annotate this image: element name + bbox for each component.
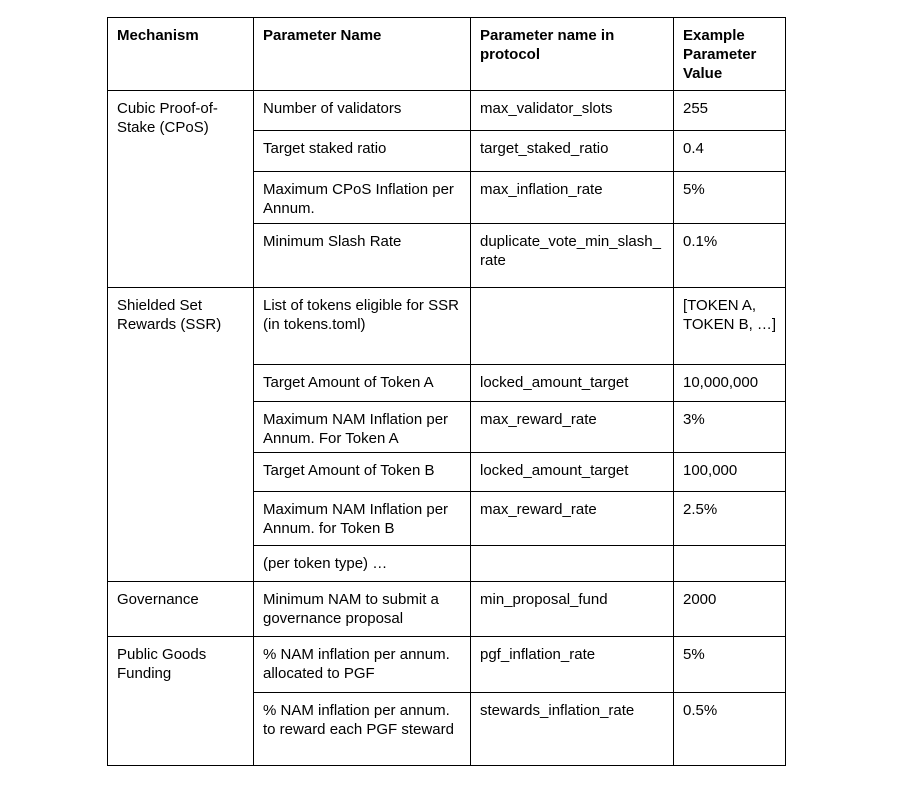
param-name-cell: (per token type) … <box>254 546 471 582</box>
param-value-cell: 2000 <box>674 582 786 637</box>
protocol-name-cell <box>471 546 674 582</box>
header-example-value: Example Parameter Value <box>674 18 786 91</box>
mechanism-cell-ssr: Shielded Set Rewards (SSR) <box>108 288 254 582</box>
header-mechanism: Mechanism <box>108 18 254 91</box>
param-name-cell: Maximum CPoS Inflation per Annum. <box>254 172 471 224</box>
protocol-name-cell: max_validator_slots <box>471 91 674 131</box>
param-name-cell: Minimum NAM to submit a governance proposal <box>254 582 471 637</box>
protocol-name-cell: max_reward_rate <box>471 402 674 453</box>
param-value-cell <box>674 546 786 582</box>
protocol-name-cell: max_inflation_rate <box>471 172 674 224</box>
param-value-cell: 3% <box>674 402 786 453</box>
protocol-name-cell: max_reward_rate <box>471 492 674 546</box>
param-name-cell: Target Amount of Token A <box>254 365 471 402</box>
header-parameter-name: Parameter Name <box>254 18 471 91</box>
param-value-cell: 255 <box>674 91 786 131</box>
protocol-name-cell: target_staked_ratio <box>471 131 674 172</box>
param-value-cell: 5% <box>674 172 786 224</box>
param-name-cell: % NAM inflation per annum. allocated to PGF <box>254 637 471 693</box>
mechanism-cell-governance: Governance <box>108 582 254 637</box>
table-row <box>108 288 786 365</box>
param-value-cell: [TOKEN A, TOKEN B, …] <box>674 288 786 365</box>
param-name-cell: Target Amount of Token B <box>254 453 471 492</box>
protocol-name-cell <box>471 288 674 365</box>
param-value-cell: 5% <box>674 637 786 693</box>
table-row <box>108 91 786 131</box>
header-protocol-name: Parameter name in protocol <box>471 18 674 91</box>
param-value-cell: 10,000,000 <box>674 365 786 402</box>
param-value-cell: 0.1% <box>674 224 786 288</box>
param-name-cell: Number of validators <box>254 91 471 131</box>
param-value-cell: 100,000 <box>674 453 786 492</box>
mechanism-cell-pgf: Public Goods Funding <box>108 637 254 766</box>
param-name-cell: % NAM inflation per annum. to reward each PGF steward <box>254 693 471 766</box>
protocol-name-cell: min_proposal_fund <box>471 582 674 637</box>
table-row <box>108 582 786 637</box>
param-value-cell: 0.5% <box>674 693 786 766</box>
protocol-name-cell: duplicate_vote_min_slash_rate <box>471 224 674 288</box>
header-row <box>108 18 786 91</box>
protocol-name-cell: stewards_inflation_rate <box>471 693 674 766</box>
table-row <box>108 637 786 693</box>
mechanism-cell-cpos: Cubic Proof-of-Stake (CPoS) <box>108 91 254 288</box>
param-name-cell: List of tokens eligible for SSR (in tokens.toml) <box>254 288 471 365</box>
param-name-cell: Minimum Slash Rate <box>254 224 471 288</box>
parameters-table-container <box>107 17 786 766</box>
param-name-cell: Maximum NAM Inflation per Annum. For Token A <box>254 402 471 453</box>
protocol-name-cell: locked_amount_target <box>471 453 674 492</box>
protocol-name-cell: pgf_inflation_rate <box>471 637 674 693</box>
protocol-name-cell: locked_amount_target <box>471 365 674 402</box>
param-name-cell: Maximum NAM Inflation per Annum. for Token B <box>254 492 471 546</box>
param-name-cell: Target staked ratio <box>254 131 471 172</box>
param-value-cell: 0.4 <box>674 131 786 172</box>
param-value-cell: 2.5% <box>674 492 786 546</box>
parameters-table <box>107 17 786 766</box>
